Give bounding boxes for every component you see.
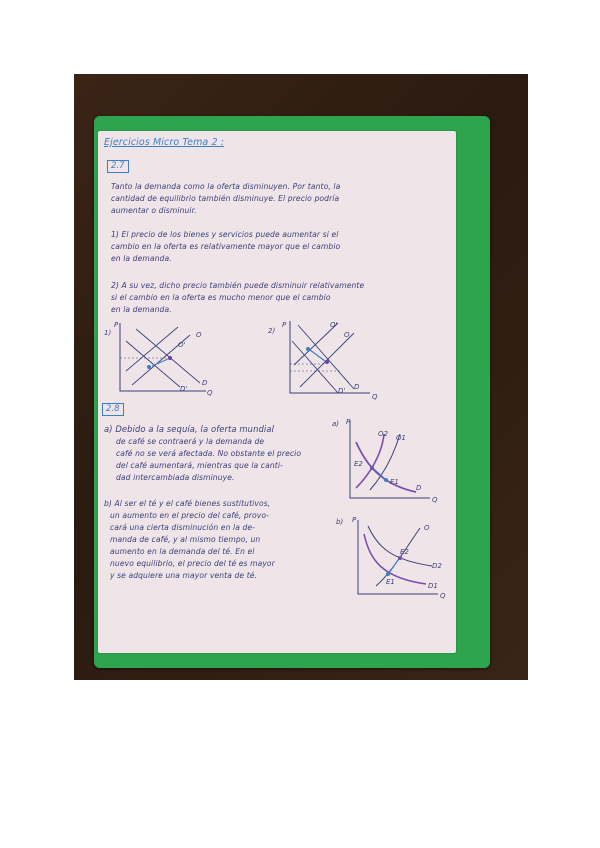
axis-q-label: Q: [440, 592, 446, 600]
graph-label: a): [332, 420, 340, 428]
ex1-point2: [111, 280, 364, 316]
label-e2: E2: [354, 460, 363, 468]
text-line: en la demanda.: [111, 254, 172, 263]
text-line: Tanto la demanda como la oferta disminuyen. Por tanto, la: [111, 182, 341, 191]
demand-curve: [136, 329, 200, 383]
text-line: cará una cierta disminución en la de-: [110, 523, 256, 532]
label-o2: O': [330, 321, 338, 329]
graph-label: 2): [268, 327, 276, 335]
ex1-point1: [111, 229, 340, 265]
axis-p-label: P: [352, 516, 357, 524]
demand-curve-shifted: [292, 341, 338, 393]
tea-demand-graph: [336, 512, 454, 604]
text-line: aumentar o disminuir.: [111, 206, 197, 215]
label-o2: O2: [378, 430, 388, 438]
label-o: O: [196, 331, 202, 339]
text-line: si el cambio en la oferta es mucho menor que el cambio: [111, 293, 331, 302]
graph-label: 1): [104, 329, 112, 337]
label-o: O: [424, 524, 430, 532]
text-line: del café aumentará, mientras que la canti-: [116, 461, 283, 470]
shift-arrow: [152, 359, 168, 366]
supply-demand-graph-2: [268, 315, 380, 400]
equilibrium-e2: [398, 556, 402, 560]
page-title: Ejercicios Micro Tema 2 :: [104, 137, 225, 148]
text-line: cambio en la oferta es relativamente mayor que el cambio: [111, 242, 341, 251]
equilibrium-e2: [370, 466, 374, 470]
coffee-supply-graph: [332, 414, 444, 506]
new-equilibrium-point: [306, 347, 310, 351]
shift-arrow: [389, 560, 398, 573]
axis-q-label: Q: [432, 496, 438, 504]
text-line: aumento en la demanda del té. En el: [110, 547, 255, 556]
ex2-part-b: [104, 498, 275, 582]
text-line: dad intercambiada disminuye.: [116, 473, 235, 482]
new-equilibrium-point: [147, 365, 151, 369]
exercise-number-2-8: 2.8: [102, 403, 124, 416]
label-d2: D': [180, 385, 188, 393]
axis-p-label: P: [346, 418, 351, 426]
equilibrium-point: [325, 360, 329, 364]
text-line: b) Al ser el té y el café bienes sustitutivos,: [104, 499, 271, 508]
axis-q-label: Q: [372, 393, 378, 401]
axis-p-label: P: [114, 321, 119, 329]
shift-arrow: [310, 350, 325, 361]
text-line: 1) El precio de los bienes y servicios puede aumentar si el: [111, 230, 339, 239]
supply-curve-shifted: [294, 323, 338, 365]
text-line: y se adquiere una mayor venta de té.: [110, 571, 258, 580]
axis-q-label: Q: [207, 389, 213, 397]
demand-curve-d1: [364, 534, 426, 584]
ex1-intro: [111, 181, 340, 217]
text-line: manda de café, y al mismo tiempo, un: [110, 535, 261, 544]
label-e1: E1: [386, 578, 395, 586]
label-o1: O1: [396, 434, 406, 442]
label-o2: O': [178, 341, 186, 349]
label-d: D: [416, 484, 422, 492]
text-line: en la demanda.: [111, 305, 172, 314]
graph-label: b): [336, 518, 344, 526]
label-d2: D': [338, 387, 346, 395]
label-e2: E2: [400, 548, 409, 556]
label-d: D: [354, 383, 360, 391]
exercise-number-2-7: 2.7: [107, 160, 129, 173]
label-e1: E1: [390, 478, 399, 486]
label-d2: D2: [432, 562, 442, 570]
text-line: de café se contraerá y la demanda de: [116, 437, 265, 446]
text-line: 2) A su vez, dicho precio también puede disminuir relativamente: [111, 281, 365, 290]
text-line: nuevo equilibrio, el precio del té es mayor: [110, 559, 275, 568]
label-d1: D1: [428, 582, 438, 590]
axes: [120, 323, 206, 391]
label-d: D: [202, 379, 208, 387]
label-o: O: [344, 331, 350, 339]
equilibrium-point: [168, 356, 172, 360]
supply-curve-shifted: [126, 327, 178, 371]
axis-p-label: P: [282, 321, 287, 329]
text-line: cantidad de equilibrio también disminuye. El precio podría: [111, 194, 340, 203]
equilibrium-e1: [384, 478, 388, 482]
text-line: un aumento en el precio del café, provo-: [110, 511, 269, 520]
text-line: café no se verá afectada. No obstante el precio: [116, 449, 302, 458]
ex2-part-a: [104, 423, 301, 484]
text-line: a) Debido a la sequía, la oferta mundial: [104, 424, 274, 434]
supply-demand-graph-1: [104, 315, 214, 400]
